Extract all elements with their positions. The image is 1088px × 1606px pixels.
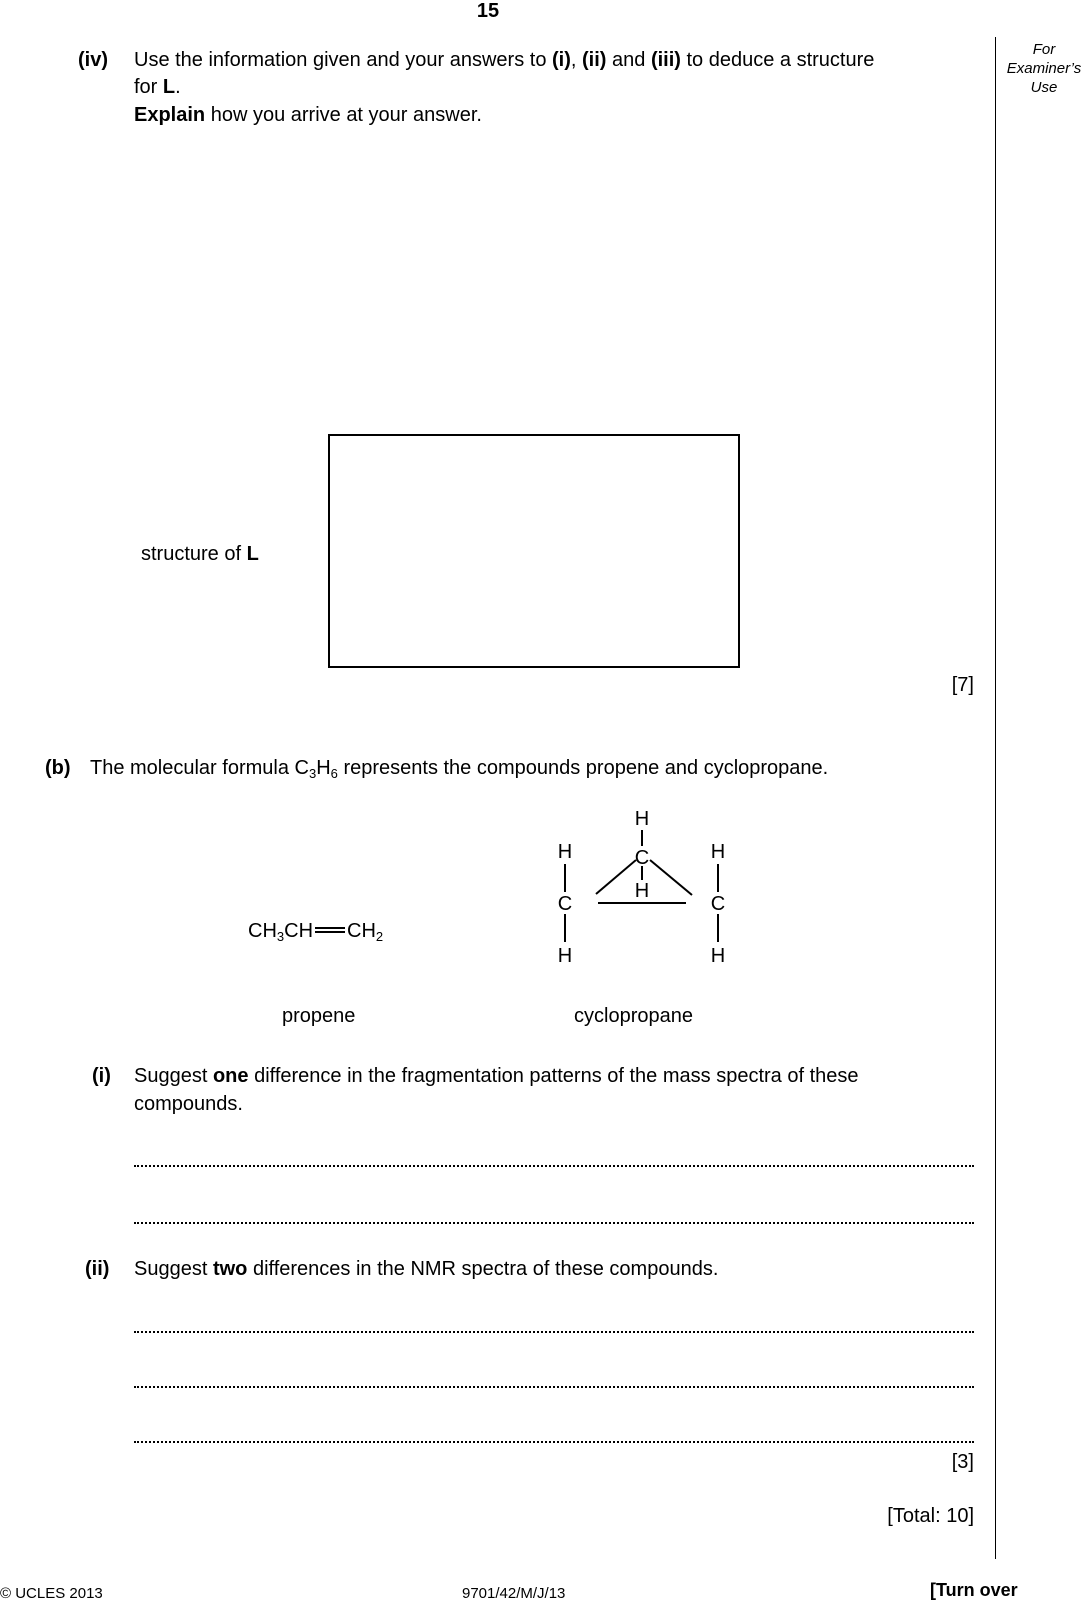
text: CH (248, 920, 277, 942)
atom-C: C (710, 893, 726, 915)
compound-L: L (246, 543, 259, 565)
examiner-margin-line (995, 37, 996, 1559)
answer-line[interactable] (134, 1386, 974, 1388)
text: , (570, 49, 583, 71)
answer-line[interactable] (134, 1331, 974, 1333)
structure-answer-box[interactable] (328, 434, 740, 668)
total-marks: [Total: 10] (887, 1505, 974, 1527)
bond (596, 860, 636, 894)
question-b-intro (90, 757, 828, 780)
atom-H: H (557, 841, 573, 863)
text: difference in the fragmentation patterns of the mass spectra of these (248, 1065, 859, 1087)
text: Use the information given and your answers to (134, 49, 552, 71)
answer-line[interactable] (134, 1222, 974, 1224)
ref-iii: (iii) (650, 49, 681, 71)
atom-H: H (557, 945, 573, 967)
question-i-line2: compounds. (134, 1093, 243, 1115)
atom-C: C (557, 893, 573, 915)
subscript: 3 (276, 929, 285, 944)
compound-L: L (162, 76, 176, 98)
text: to deduce a structure (680, 49, 875, 71)
question-iv-line2 (134, 76, 181, 99)
footer-turn-over: [Turn over (930, 1580, 1018, 1600)
page-number: 15 (476, 0, 500, 22)
footer-code: 9701/42/M/J/13 (462, 1585, 566, 1602)
double-bond (315, 927, 345, 933)
text: for (134, 76, 163, 98)
subscript: 2 (375, 929, 384, 944)
text: how you arrive at your answer. (205, 104, 482, 126)
cyclopropane-structure (540, 800, 740, 1000)
question-iv-line3 (134, 104, 482, 127)
subscript: 6 (330, 766, 338, 781)
examiner-label-line: Examiner’s (1006, 60, 1082, 77)
text: . (175, 76, 181, 98)
question-iv-line1 (134, 49, 874, 72)
text: Suggest (134, 1258, 213, 1280)
bond (650, 860, 692, 895)
text: structure of (141, 543, 247, 565)
ref-ii: (ii) (582, 49, 607, 71)
atom-C: C (634, 847, 650, 869)
subscript: 3 (308, 766, 317, 781)
question-label-b: (b) (45, 757, 71, 779)
text: CH (284, 920, 314, 942)
text: CH (347, 920, 376, 942)
examiner-use-label (1000, 40, 1088, 97)
answer-line[interactable] (134, 1441, 974, 1443)
question-ii-text (134, 1258, 718, 1281)
examiner-label-line: For (1032, 41, 1056, 58)
examiner-label-line: Use (1030, 79, 1058, 96)
question-i-line1 (134, 1065, 859, 1088)
atom-H: H (710, 945, 726, 967)
text: Suggest (134, 1065, 213, 1087)
question-label-i: (i) (92, 1065, 111, 1087)
atom-H: H (710, 841, 726, 863)
text: differences in the NMR spectra of these compounds. (247, 1258, 719, 1280)
structure-box-label (141, 543, 259, 566)
text: H (316, 757, 331, 779)
question-label-iv: (iv) (78, 49, 108, 71)
marks-iv: [7] (951, 674, 974, 696)
emphasis: two (212, 1258, 248, 1280)
cyclopropane-name: cyclopropane (574, 1005, 693, 1027)
emphasis: one (212, 1065, 249, 1087)
text: The molecular formula C (90, 757, 309, 779)
explain-keyword: Explain (134, 104, 206, 126)
question-label-ii: (ii) (85, 1258, 110, 1280)
footer-copyright: © UCLES 2013 (0, 1585, 103, 1602)
text: represents the compounds propene and cyclopropane. (337, 757, 829, 779)
ref-i: (i) (552, 49, 571, 71)
text: and (606, 49, 651, 71)
propene-name: propene (282, 1005, 356, 1027)
atom-H: H (634, 880, 650, 902)
answer-line[interactable] (134, 1165, 974, 1167)
atom-H: H (634, 808, 650, 830)
propene-formula (248, 920, 383, 943)
marks-ii: [3] (951, 1451, 974, 1473)
